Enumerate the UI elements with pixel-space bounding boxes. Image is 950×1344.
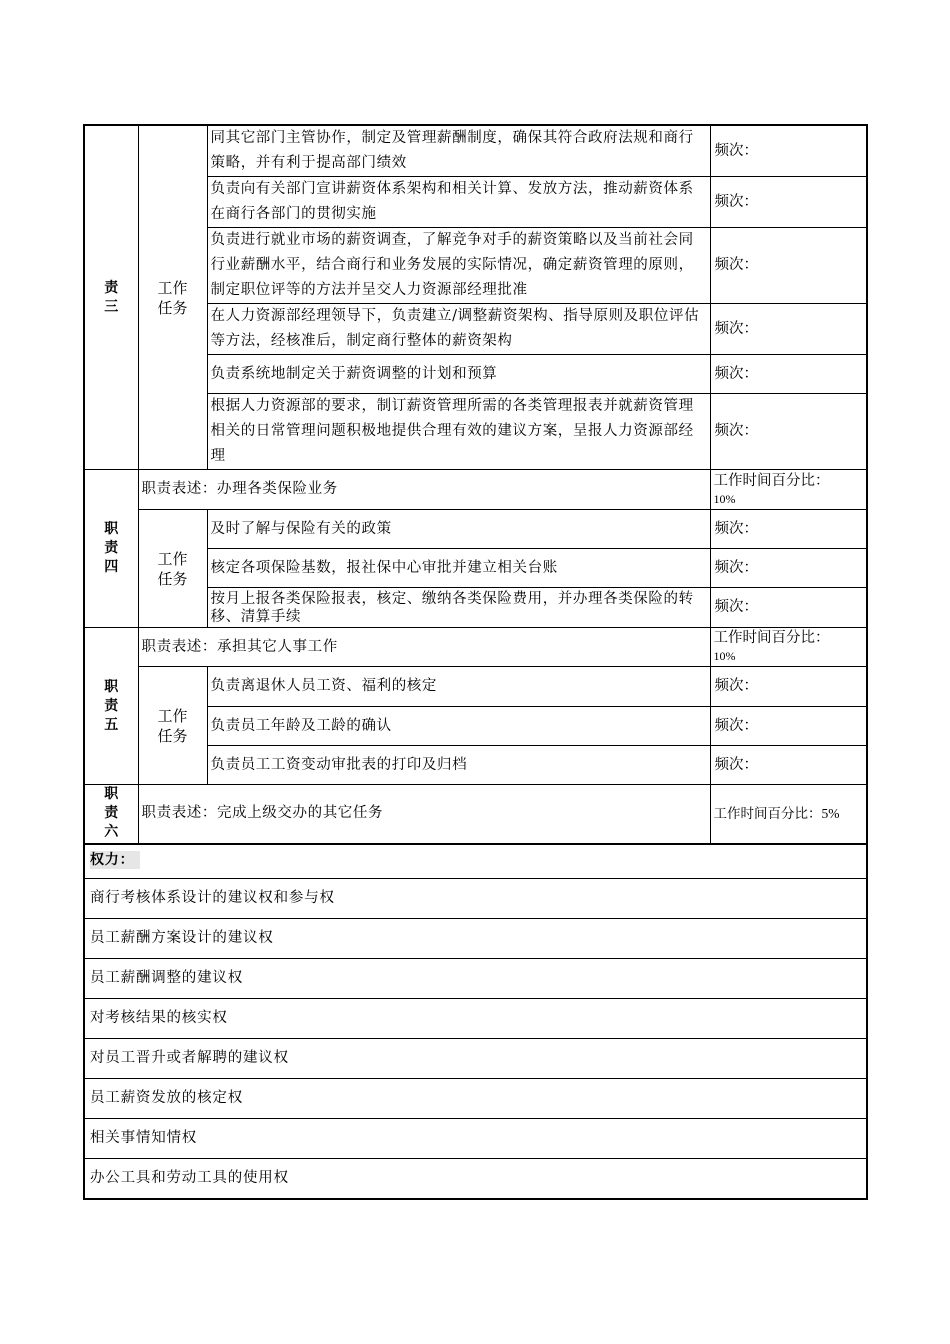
frequency-cell: 频次： [710,228,867,304]
rights-item: 员工薪酬方案设计的建议权 [84,919,867,959]
duty-5-statement: 职责表述：承担其它人事工作 [138,628,710,667]
duty-5-time-percent: 工作时间百分比： 10% [710,628,867,667]
duty-4-task: 按月上报各类保险报表，核定、缴纳各类保险费用，并办理各类保险的转移、清算手续 [207,588,710,628]
rights-heading [84,842,867,879]
duty-6-label: 职 责 六 [84,785,138,844]
duty-6-statement: 职责表述：完成上级交办的其它任务 [138,785,710,844]
duty-5-task: 负责离退休人员工资、福利的核定 [207,667,710,707]
duties-table [83,124,868,845]
rights-item: 对员工晋升或者解聘的建议权 [84,1039,867,1079]
duty-3-task: 同其它部门主管协作，制定及管理薪酬制度，确保其符合政府法规和商行策略，并有利于提高部门绩效 [207,125,710,177]
duty-3-task: 根据人力资源部的要求，制订薪资管理所需的各类管理报表并就薪资管理相关的日常管理问题积极地提供合理有效的建议方案，呈报人力资源部经理 [207,394,710,470]
rights-item: 商行考核体系设计的建议权和参与权 [84,879,867,919]
duty-4-statement: 职责表述：办理各类保险业务 [138,470,710,510]
duty-5-label: 职 责 五 [84,628,138,785]
frequency-cell: 频次： [710,667,867,707]
rights-item: 办公工具和劳动工具的使用权 [84,1159,867,1200]
frequency-cell: 频次： [710,304,867,355]
duty-3-sub-label: 工作 任务 [138,125,207,470]
duty-4-task: 及时了解与保险有关的政策 [207,510,710,549]
frequency-cell: 频次： [710,549,867,588]
rights-title: 权力： [90,851,140,869]
duty-4-task: 核定各项保险基数，报社保中心审批并建立相关台账 [207,549,710,588]
frequency-cell: 频次： [710,355,867,394]
duty-3-task: 负责进行就业市场的薪资调查，了解竞争对手的薪资策略以及当前社会同行业薪酬水平，结合商行和业务发展的实际情况，确定薪资管理的原则，制定职位评等的方法并呈交人力资源部经理批准 [207,228,710,304]
duty-3-task: 负责系统地制定关于薪资调整的计划和预算 [207,355,710,394]
duty-5-task: 负责员工年龄及工龄的确认 [207,707,710,746]
rights-item: 员工薪资发放的核定权 [84,1079,867,1119]
frequency-cell: 频次： [710,394,867,470]
rights-item: 员工薪酬调整的建议权 [84,959,867,999]
frequency-cell: 频次： [710,588,867,628]
frequency-cell: 频次： [710,746,867,785]
frequency-cell: 频次： [710,125,867,177]
duty-3-label: 责 三 [84,125,138,470]
rights-item: 相关事情知情权 [84,1119,867,1159]
rights-table [83,842,868,1200]
frequency-cell: 频次： [710,707,867,746]
duty-4-label: 职 责 四 [84,470,138,628]
frequency-cell: 频次： [710,510,867,549]
duty-3-task: 负责向有关部门宣讲薪资体系架构和相关计算、发放方法，推动薪资体系在商行各部门的贯彻实施 [207,177,710,228]
duty-6-time-percent: 工作时间百分比：5% [710,785,867,844]
duty-5-task: 负责员工工资变动审批表的打印及归档 [207,746,710,785]
duty-4-time-percent: 工作时间百分比： 10% [710,470,867,510]
duty-4-sub-label: 工作 任务 [138,510,207,628]
duty-3-task: 在人力资源部经理领导下，负责建立/调整薪资架构、指导原则及职位评估等方法，经核准后，制定商行整体的薪资架构 [207,304,710,355]
frequency-cell: 频次： [710,177,867,228]
duty-5-sub-label: 工作 任务 [138,667,207,785]
rights-item: 对考核结果的核实权 [84,999,867,1039]
